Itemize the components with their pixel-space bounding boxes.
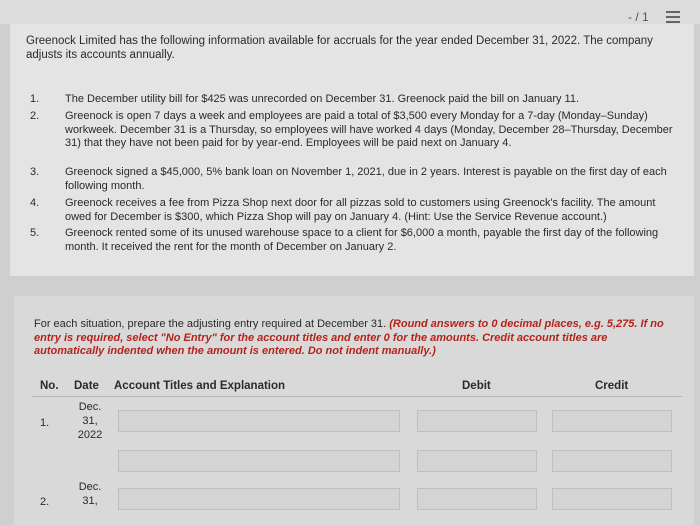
item-text: Greenock receives a fee from Pizza Shop next door for all pizzas sold to customers using Greenock's facility. The amount owed for December is $300, which Pizza Shop will pay on January 4. (Hint: Use the Service Revenue account.) xyxy=(65,197,656,223)
credit-input[interactable] xyxy=(552,450,672,472)
item-number: 1. xyxy=(30,93,40,105)
item-text: Greenock rented some of its unused warehouse space to a client for $6,000 a month, payable the first day of the following month. It received the rent for the month of December on January 2. xyxy=(65,227,659,253)
entry-number: 2. xyxy=(40,496,50,508)
item-text: The December utility bill for $425 was unrecorded on December 31. Greenock paid the bill on January 11. xyxy=(65,93,580,105)
date-day: 31, xyxy=(82,495,98,507)
top-strip xyxy=(0,0,700,24)
problem-card xyxy=(10,24,694,276)
debit-input[interactable] xyxy=(417,450,537,472)
col-account: Account Titles and Explanation xyxy=(114,380,286,392)
answer-card xyxy=(14,296,694,525)
entry-date xyxy=(70,480,110,508)
col-no: No. xyxy=(40,380,59,392)
debit-input[interactable] xyxy=(417,488,537,510)
entry-number: 1. xyxy=(40,417,50,429)
item-text: Greenock is open 7 days a week and employees are paid a total of $3,500 every Monday for a 7-day (Monday–Sunday) workweek. December 31 is a Thursday, so employees will have worked 4 days (Monday, December 28–Thursday, December 31) that they have not been paid for by year-end. Employees will be paid next on January 4. xyxy=(65,110,673,149)
instructions-note: (Round answers to 0 decimal places, e.g. 5,275. If no entry is required, select "No Entry" for the account titles and enter 0 for the amounts. Credit account titles are automatically indented when the amount is entered. Do not indent manually.) xyxy=(34,318,664,357)
col-debit: Debit xyxy=(462,380,491,392)
date-month: Dec. xyxy=(78,401,102,413)
item-number: 2. xyxy=(30,110,40,122)
list-menu-icon[interactable] xyxy=(666,11,680,23)
credit-input[interactable] xyxy=(552,410,672,432)
date-day: 31, xyxy=(82,415,98,427)
date-year: 2022 xyxy=(77,429,103,441)
journal-table-header xyxy=(32,376,682,397)
item-number: 5. xyxy=(30,227,40,239)
debit-input[interactable] xyxy=(417,410,537,432)
col-date: Date xyxy=(74,380,99,392)
item-text: Greenock signed a $45,000, 5% bank loan on November 1, 2021, due in 2 years. Interest is payable on the first day of each following month. xyxy=(65,166,667,192)
account-title-input[interactable] xyxy=(118,488,400,510)
credit-input[interactable] xyxy=(552,488,672,510)
item-number: 3. xyxy=(30,166,40,178)
account-title-input[interactable] xyxy=(118,450,400,472)
entry-date xyxy=(70,400,110,442)
col-credit: Credit xyxy=(595,380,629,392)
account-title-input[interactable] xyxy=(118,410,400,432)
page-indicator: - / 1 xyxy=(628,10,649,24)
problem-intro: Greenock Limited has the following information available for accruals for the year ended December 31, 2022. The company adjusts its accounts annually. xyxy=(26,35,653,61)
instructions xyxy=(34,318,674,359)
instructions-text: For each situation, prepare the adjusting entry required at December 31. xyxy=(34,318,390,330)
date-month: Dec. xyxy=(78,481,102,493)
item-number: 4. xyxy=(30,197,40,209)
